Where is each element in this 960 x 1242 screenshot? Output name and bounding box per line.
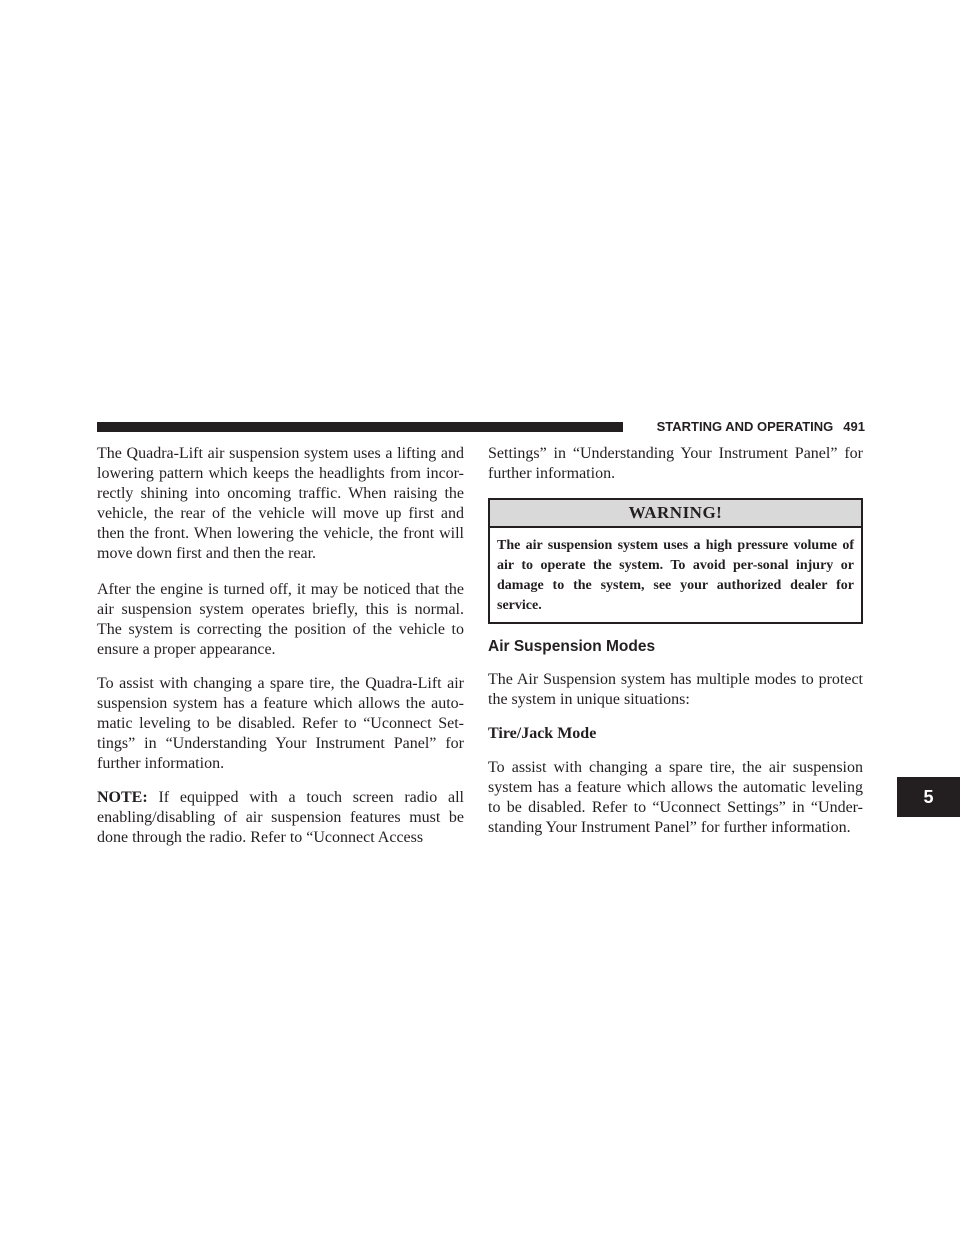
left-column	[97, 444, 464, 862]
paragraph-modes-intro: The Air Suspension system has multiple modes to protect the system in unique situations:	[488, 671, 863, 708]
page-number: 491	[843, 419, 865, 434]
note-label: NOTE:	[97, 789, 148, 806]
paragraph-engine-off: After the engine is turned off, it may be noticed that the air suspension system operates briefly, this is normal. The system is correcting the position of the vehicle to ensure a proper appearance.	[97, 581, 464, 658]
paragraph-continuation: Settings” in “Understanding Your Instrument Panel” for further information.	[488, 445, 863, 482]
subheading-tire-jack: Tire/Jack Mode	[488, 725, 597, 742]
paragraph-spare-tire: To assist with changing a spare tire, the Quadra-Lift air suspension system has a feature which allows the auto-matic leveling to be disabled. Refer to “Uconnect Set-tings” in “Understanding Your Instrument Panel” for further information.	[97, 675, 464, 772]
header-rule	[97, 422, 623, 432]
note-text: If equipped with a touch screen radio all enabling/disabling of air suspension features must be done through the radio. Refer to “Uconnect Access	[97, 789, 464, 846]
warning-box	[488, 498, 863, 624]
right-column	[488, 444, 863, 852]
paragraph-tire-jack: To assist with changing a spare tire, the air suspension system has a feature which allows the automatic leveling to be disabled. Refer to “Uconnect Settings” in “Under-standing Your Instrument Panel” for further information.	[488, 759, 863, 836]
paragraph-note	[97, 788, 464, 848]
section-title: STARTING AND OPERATING	[656, 419, 834, 434]
chapter-tab: 5	[897, 777, 960, 817]
warning-text: The air suspension system uses a high pressure volume of air to operate the system. To avoid per-sonal injury or damage to the system, see your authorized dealer for service.	[497, 538, 854, 613]
warning-title: WARNING!	[490, 500, 861, 528]
running-header	[635, 417, 865, 437]
paragraph-lift-pattern: The Quadra-Lift air suspension system uses a lifting and lowering pattern which keeps the headlights from incor-rectly shining into oncoming traffic. When raising the vehicle, the rear of the vehicle will move up first and then the front. When lowering the vehicle, the front will move down first and then the rear.	[97, 445, 464, 562]
section-heading: Air Suspension Modes	[488, 638, 656, 655]
